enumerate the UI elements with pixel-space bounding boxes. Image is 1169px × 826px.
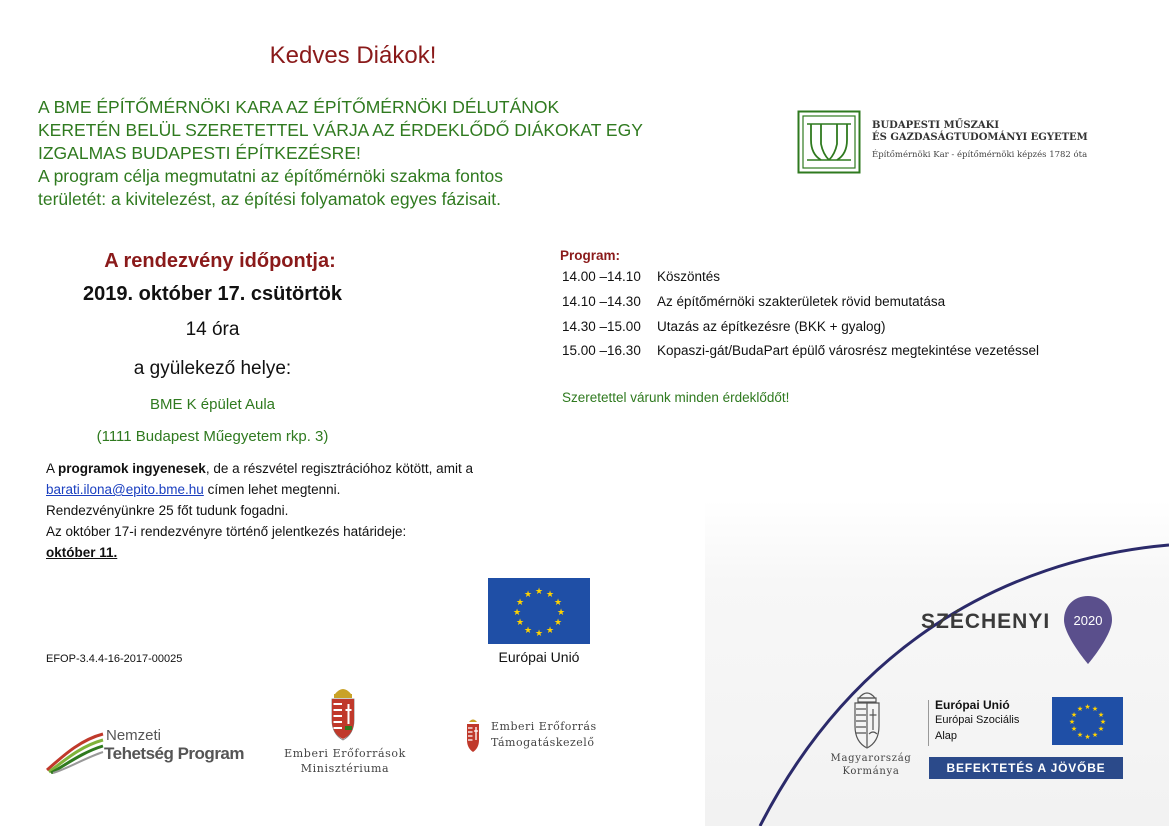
svg-text:★: ★ xyxy=(1097,725,1105,733)
emmi-name xyxy=(265,746,425,776)
szechenyi-wordmark: SZÉCHENYI xyxy=(921,610,1051,633)
government-name-line: Kormánya xyxy=(842,766,900,777)
svg-text:★: ★ xyxy=(545,626,555,636)
svg-text:★: ★ xyxy=(1076,731,1084,739)
eu-fund-title: Európai Unió xyxy=(935,698,1010,712)
free-program-text: programok ingyenesek xyxy=(58,461,206,476)
svg-text:★: ★ xyxy=(556,608,566,618)
bme-name xyxy=(872,120,1088,144)
svg-text:★: ★ xyxy=(1091,705,1099,713)
intro-line: A BME ÉPÍTŐMÉRNÖKI KARA AZ ÉPÍTŐMÉRNÖKI DÉLUTÁNOK xyxy=(38,97,560,117)
svg-text:★: ★ xyxy=(545,590,555,600)
svg-text:★: ★ xyxy=(534,629,544,639)
bme-logo-icon xyxy=(797,110,861,174)
info-line: Rendezvényünkre 25 főt tudunk fogadni. xyxy=(46,503,289,518)
etk-name-line: Támogatáskezelő xyxy=(491,736,595,749)
ntp-name: Nemzeti xyxy=(106,727,162,744)
svg-text:★: ★ xyxy=(523,626,533,636)
svg-text:★: ★ xyxy=(1068,718,1076,726)
eu-flag-icon xyxy=(1052,697,1123,745)
bme-name-line: ÉS GAZDASÁGTUDOMÁNYI EGYETEM xyxy=(872,132,1088,143)
svg-text:★: ★ xyxy=(553,598,563,608)
svg-text:★: ★ xyxy=(515,618,525,628)
divider xyxy=(928,700,929,746)
program-item xyxy=(562,343,1039,358)
intro-line: IZGALMAS BUDAPESTI ÉPÍTKEZÉSRE! xyxy=(38,143,361,163)
svg-text:★: ★ xyxy=(1070,711,1078,719)
hungarian-crest-icon xyxy=(327,682,359,742)
svg-text:★: ★ xyxy=(1084,703,1091,711)
program-time: 14.10 –14.30 xyxy=(562,294,641,309)
registration-info xyxy=(46,458,473,563)
program-time: 14.30 –15.00 xyxy=(562,319,641,334)
invest-future-banner: BEFEKTETÉS A JÖVŐBE xyxy=(929,757,1123,779)
event-address: (1111 Budapest Műegyetem rkp. 3) xyxy=(96,428,329,445)
svg-text:★: ★ xyxy=(1091,731,1099,739)
program-footer: Szeretettel várunk minden érdeklődőt! xyxy=(562,390,790,405)
intro-text xyxy=(38,96,698,211)
ntp-logo-icon xyxy=(45,726,107,774)
emmi-name-line: Minisztériuma xyxy=(300,762,390,775)
program-time: 14.00 –14.10 xyxy=(562,269,641,284)
deadline-text: október 11. xyxy=(46,545,118,560)
info-line xyxy=(46,458,473,479)
government-name xyxy=(812,752,930,778)
svg-text:★: ★ xyxy=(515,598,525,608)
szechenyi-year: 2020 xyxy=(1073,613,1103,628)
meeting-place-label: a gyülekező helye: xyxy=(133,358,292,379)
government-name-line: Magyarország xyxy=(830,753,912,764)
emmi-name-line: Emberi Erőforrások xyxy=(284,747,406,760)
event-venue: BME K épület Aula xyxy=(149,396,276,413)
etk-name xyxy=(491,719,597,751)
efop-code: EFOP-3.4.4-16-2017-00025 xyxy=(46,653,183,665)
svg-text:★: ★ xyxy=(1076,705,1084,713)
intro-line: területét: a kivitelezést, az építési folyamatok egyes fázisait. xyxy=(38,189,501,209)
info-line xyxy=(46,479,473,500)
event-time: 14 óra xyxy=(185,319,240,340)
program-heading: Program: xyxy=(560,248,621,263)
eu-label: Európai Unió xyxy=(498,649,580,665)
svg-text:★: ★ xyxy=(534,587,544,597)
email-link[interactable]: barati.ilona@epito.bme.hu xyxy=(46,482,204,497)
svg-text:★: ★ xyxy=(1097,711,1105,719)
hungarian-crest-icon xyxy=(850,686,884,750)
svg-text:★: ★ xyxy=(553,618,563,628)
bme-subtitle: Építőmérnöki Kar - építőmérnöki képzés 1782 óta xyxy=(872,150,1088,160)
svg-text:★: ★ xyxy=(1099,718,1107,726)
info-line: Az október 17-i rendezvényre történő jelentkezés határideje: xyxy=(46,524,407,539)
svg-text:★: ★ xyxy=(1084,733,1091,741)
szechenyi-2020-pin-icon xyxy=(1062,594,1114,666)
eu-flag-icon xyxy=(488,578,590,644)
page-title: Kedves Diákok! xyxy=(269,42,437,69)
deadline xyxy=(46,542,473,563)
svg-text:★: ★ xyxy=(523,590,533,600)
eu-fund-name: Alap xyxy=(935,730,958,742)
program-item xyxy=(562,294,945,309)
ntp-name: Tehetség Program xyxy=(104,744,245,763)
program-time: 15.00 –16.30 xyxy=(562,343,641,358)
event-date: 2019. október 17. csütörtök xyxy=(83,283,342,305)
intro-line: A program célja megmutatni az építőmérnöki szakma fontos xyxy=(38,166,503,186)
program-text: Köszöntés xyxy=(657,269,721,284)
bme-name-line: BUDAPESTI MŰSZAKI xyxy=(872,120,1000,131)
info-text: A xyxy=(46,461,59,476)
eu-fund-name: Európai Szociális xyxy=(935,714,1020,726)
program-text: Az építőmérnöki szakterületek rövid bemutatása xyxy=(657,294,946,309)
info-text: címen lehet megtenni. xyxy=(203,482,341,497)
program-text: Utazás az építkezésre (BKK + gyalog) xyxy=(657,319,886,334)
program-item xyxy=(562,269,720,284)
info-text: , de a részvétel regisztrációhoz kötött, amit a xyxy=(205,461,473,476)
svg-text:★: ★ xyxy=(512,608,522,618)
intro-line: KERETÉN BELÜL SZERETETTEL VÁRJA AZ ÉRDEKLŐDŐ DIÁKOKAT EGY xyxy=(38,120,643,140)
svg-text:★: ★ xyxy=(1070,725,1078,733)
event-heading: A rendezvény időpontja: xyxy=(104,250,336,272)
program-item xyxy=(562,319,886,334)
hungarian-crest-icon xyxy=(465,716,481,754)
program-text: Kopaszi-gát/BudaPart épülő városrész megtekintése vezetéssel xyxy=(657,343,1039,358)
etk-name-line: Emberi Erőforrás xyxy=(491,720,597,733)
